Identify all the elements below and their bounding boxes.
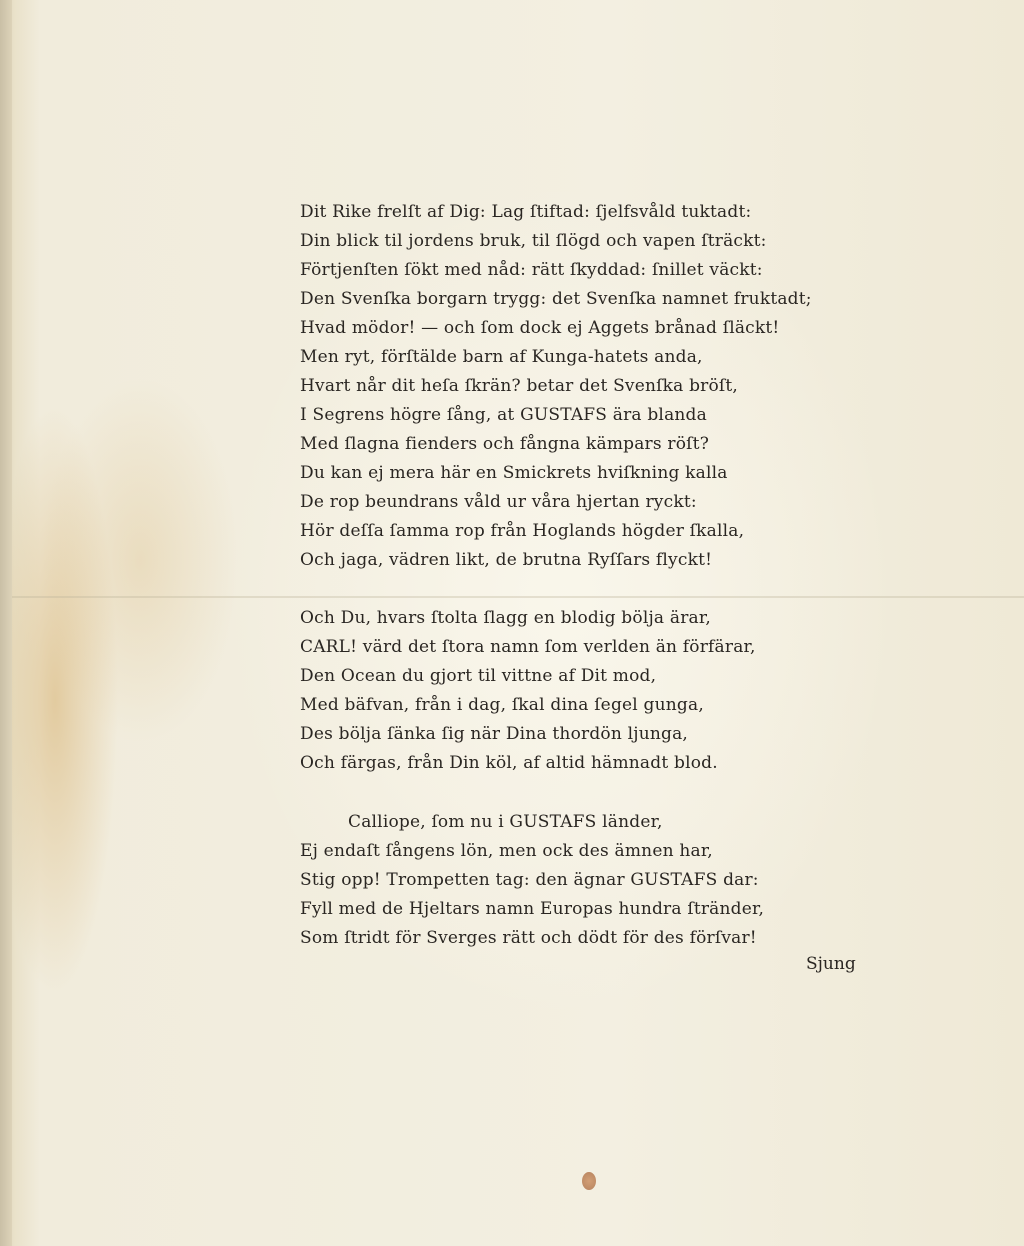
fold-crease — [12, 596, 1024, 598]
verse-line: Den Svenſka borgarn trygg: det Svenſka namnet fruktadt; — [300, 289, 812, 309]
verse-line: Med ſlagna fienders och fångna kämpars röſt? — [300, 434, 710, 454]
verse-line: Des bölja ſänka ſig när Dina thordön ljunga, — [300, 724, 689, 744]
verse-line: Ej endaſt ſångens lön, men ock des ämnen har, — [300, 841, 713, 861]
verse-line: Du kan ej mera här en Smickrets hviſkning kalla — [300, 463, 728, 483]
verse-line: Med bäfvan, från i dag, ſkal dina ſegel gunga, — [300, 695, 704, 715]
catchword: Sjung — [806, 954, 856, 974]
ink-stain — [582, 1172, 596, 1190]
verse-line: De rop beundrans våld ur våra hjertan ryckt: — [300, 492, 697, 512]
verse-line: Fyll med de Hjeltars namn Europas hundra ſtränder, — [300, 899, 765, 919]
verse-line: Stig opp! Trompetten tag: den ägnar GUSTAFS dar: — [300, 870, 759, 890]
verse-line: Men ryt, förſtälde barn af Kunga-hatets anda, — [300, 347, 703, 367]
stanza-2 — [300, 604, 756, 778]
verse-line: I Segrens högre ſång, at GUSTAFS ära blanda — [300, 405, 707, 425]
verse-line: CARL! värd det ſtora namn ſom verlden än förfärar, — [300, 637, 756, 657]
stanza-1 — [300, 198, 812, 575]
verse-line: Dit Rike frelſt af Dig: Lag ſtiftad: ſjelfsvåld tuktadt: — [300, 202, 752, 222]
verse-line: Förtjenſten ſökt med nåd: rätt ſkyddad: ſnillet väckt: — [300, 260, 763, 280]
stanza-3 — [300, 808, 764, 953]
verse-line: Hvart når dit heſa ſkrän? betar det Svenſka bröſt, — [300, 376, 739, 396]
verse-line: Och jaga, vädren likt, de brutna Ryſſars flyckt! — [300, 550, 713, 570]
verse-line: Som ſtridt för Sverges rätt och dödt för des förſvar! — [300, 928, 757, 948]
verse-line: Och färgas, från Din köl, af altid hämnadt blod. — [300, 753, 718, 773]
verse-line: Din blick til jordens bruk, til ſlögd och vapen ſträckt: — [300, 231, 767, 251]
verse-line: Hör deſſa ſamma rop från Hoglands högder ſkalla, — [300, 521, 745, 541]
page-edge — [0, 0, 12, 1246]
verse-line: Hvad mödor! — och ſom dock ej Aggets brånad ſläckt! — [300, 318, 780, 338]
verse-line: Den Ocean du gjort til vittne af Dit mod, — [300, 666, 657, 686]
verse-line: Och Du, hvars ſtolta ſlagg en blodig bölja ärar, — [300, 608, 711, 628]
verse-line: Calliope, ſom nu i GUSTAFS länder, — [348, 812, 663, 832]
